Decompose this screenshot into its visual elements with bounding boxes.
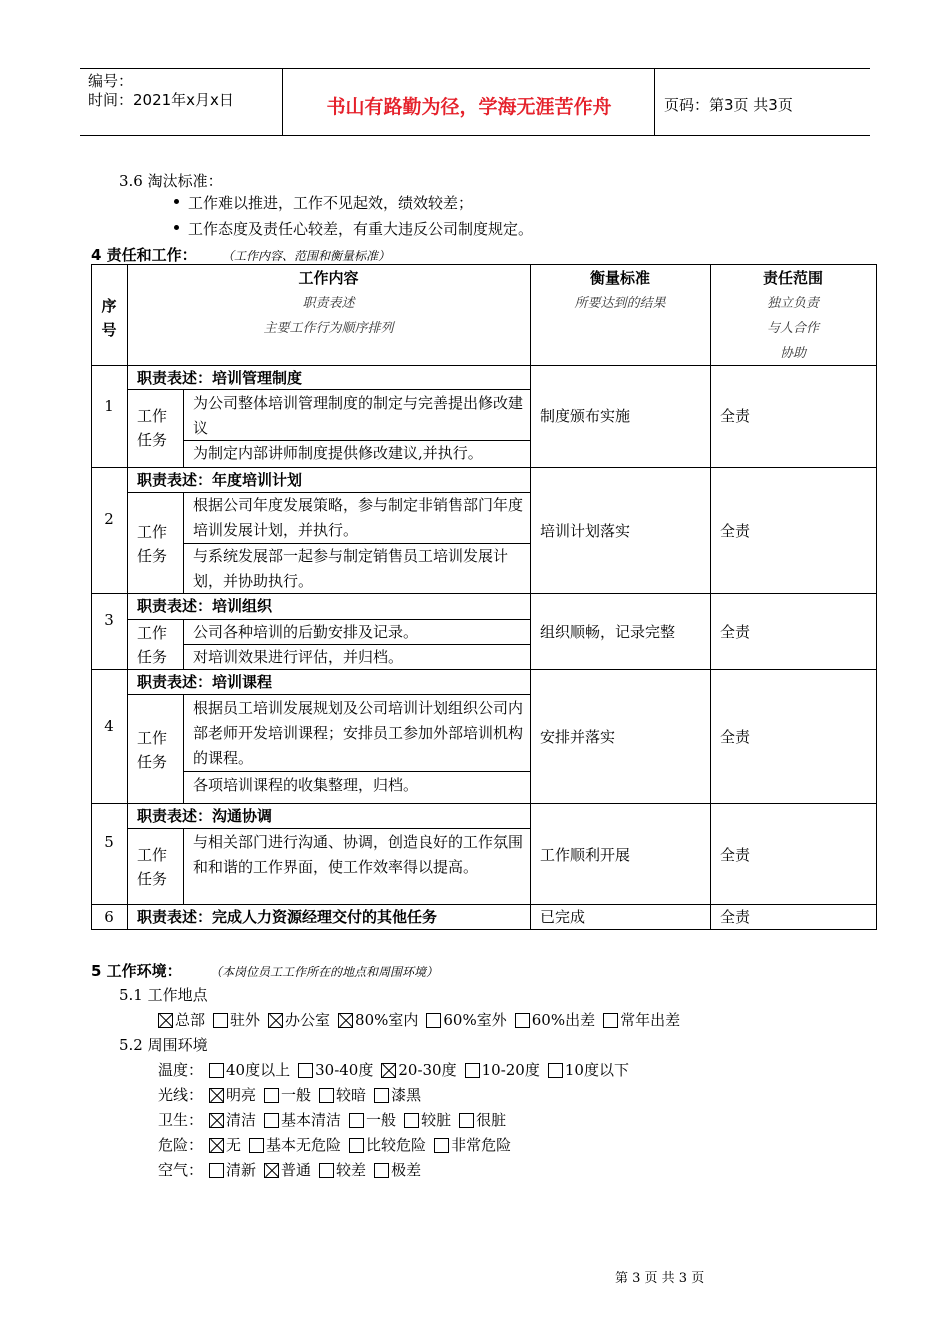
checkbox-label: 较差 [336, 1161, 367, 1179]
checkbox-label: 驻外 [230, 1011, 261, 1029]
checkbox-label: 基本无危险 [266, 1136, 342, 1154]
scope-value: 全责 [720, 522, 751, 540]
task-text: 根据公司年度发展策略，参与制定非销售部门年度培训发展计划，并执行。 [193, 496, 524, 539]
bullet-icon [174, 199, 179, 204]
header-time: 时间：2021年x月x日 [88, 91, 234, 109]
header-bottom-rule [80, 135, 870, 136]
bullet-icon [174, 225, 179, 230]
col-scope-header: 责任范围 独立负责 与人合作 协助 [762, 269, 823, 361]
checkbox-label: 10-20度 [481, 1061, 540, 1079]
scope-value: 全责 [720, 908, 751, 926]
checkbox[interactable] [319, 1163, 334, 1178]
header-top-rule [80, 68, 870, 69]
bullet-text: 工作难以推进，工作不见起效，绩效较差； [188, 194, 474, 212]
checked-checkbox[interactable] [158, 1013, 173, 1028]
section-4-heading: 4 责任和工作： [91, 246, 197, 264]
task-text: 与相关部门进行沟通、协调，创造良好的工作氛围和和谐的工作界面，使工作效率得以提高。 [193, 833, 524, 876]
checkbox[interactable] [603, 1013, 618, 1028]
task-text: 对培训效果进行评估，并归档。 [193, 648, 404, 666]
task-text: 为公司整体培训管理制度的制定与完善提出修改建议 [193, 394, 524, 437]
checkbox-label: 20-30度 [398, 1061, 457, 1079]
checkbox[interactable] [264, 1088, 279, 1103]
row-number: 5 [104, 833, 114, 851]
environment-label: 危险： [158, 1136, 204, 1154]
checkbox[interactable] [426, 1013, 441, 1028]
measure-value: 制度颁布实施 [540, 407, 631, 425]
environment-label: 光线： [158, 1086, 204, 1104]
duty-title: 职责表述：完成人力资源经理交付的其他任务 [137, 908, 438, 926]
checkbox[interactable] [434, 1138, 449, 1153]
environment-row [158, 1134, 513, 1155]
section-4-note: （工作内容、范围和衡量标准） [222, 249, 391, 263]
measure-value: 组织顺畅，记录完整 [540, 623, 676, 641]
checkbox[interactable] [349, 1113, 364, 1128]
checkbox-label: 普通 [281, 1161, 312, 1179]
section-5-note: （本岗位员工工作所在的地点和周围环境） [210, 965, 439, 979]
row-number: 6 [104, 908, 114, 926]
section-5-1-heading: 5.1 工作地点 [119, 986, 208, 1004]
scope-value: 全责 [720, 846, 751, 864]
header-page-info: 页码：第3页 共3页 [664, 96, 793, 114]
header-meta [88, 72, 234, 110]
measure-value: 工作顺利开展 [540, 846, 631, 864]
col-no-header: 序 号 [101, 297, 117, 339]
checked-checkbox[interactable] [338, 1013, 353, 1028]
task-text: 与系统发展部一起参与制定销售员工培训发展计划，并协助执行。 [193, 547, 509, 590]
scope-value: 全责 [720, 728, 751, 746]
checkbox-label: 一般 [281, 1086, 312, 1104]
header-motto: 书山有路勤为径，学海无涯苦作舟 [326, 96, 612, 118]
task-text: 为制定内部讲师制度提供修改建议,并执行。 [193, 444, 483, 462]
checkbox-label: 比较危险 [366, 1136, 427, 1154]
environment-label: 温度： [158, 1061, 204, 1079]
task-label: 工作 任务 [137, 846, 168, 888]
checkbox-label: 非常危险 [451, 1136, 512, 1154]
duty-table [91, 264, 877, 930]
header-divider [282, 68, 283, 135]
duty-title: 职责表述：培训组织 [137, 597, 273, 615]
checkbox-label: 漆黑 [391, 1086, 422, 1104]
header-divider [654, 68, 655, 135]
checkbox-label: 明亮 [226, 1086, 257, 1104]
checkbox-label: 较脏 [421, 1111, 452, 1129]
checkbox-label: 基本清洁 [281, 1111, 342, 1129]
checkbox[interactable] [465, 1063, 480, 1078]
environment-row [158, 1159, 423, 1180]
checkbox-label: 40度以上 [226, 1061, 291, 1079]
checkbox-label: 无 [226, 1136, 242, 1154]
duty-title: 职责表述：培训课程 [137, 673, 273, 691]
col-measure-header: 衡量标准 所要达到的结果 [574, 269, 666, 311]
task-label: 工作 任务 [137, 523, 168, 565]
checkbox-label: 较暗 [336, 1086, 367, 1104]
checkbox-label: 极差 [391, 1161, 422, 1179]
duty-title: 职责表述：年度培训计划 [137, 471, 303, 489]
checkbox[interactable] [515, 1013, 530, 1028]
checkbox-label: 60%出差 [531, 1011, 596, 1029]
checkbox-label: 清洁 [226, 1111, 257, 1129]
checkbox[interactable] [548, 1063, 563, 1078]
checked-checkbox[interactable] [209, 1138, 224, 1153]
checked-checkbox[interactable] [209, 1088, 224, 1103]
checked-checkbox[interactable] [381, 1063, 396, 1078]
duty-title: 职责表述：沟通协调 [137, 807, 273, 825]
checkbox-label: 60%室外 [443, 1011, 507, 1029]
section-5-2-heading: 5.2 周围环境 [119, 1036, 208, 1054]
checkbox[interactable] [249, 1138, 264, 1153]
checkbox-label: 10度以下 [564, 1061, 629, 1079]
checked-checkbox[interactable] [209, 1113, 224, 1128]
checkbox[interactable] [349, 1138, 364, 1153]
checkbox[interactable] [264, 1113, 279, 1128]
checkbox-label: 办公室 [285, 1011, 331, 1029]
col-content-header: 工作内容 职责表述 主要工作行为顺序排列 [263, 269, 394, 336]
checkbox-label: 总部 [175, 1011, 206, 1029]
location-options [152, 1009, 682, 1030]
row-number: 1 [104, 397, 114, 415]
environment-row [158, 1109, 508, 1130]
checkbox[interactable] [459, 1113, 474, 1128]
footer-page: 第 3 页 共 3 页 [615, 1271, 705, 1286]
checkbox-label: 一般 [366, 1111, 397, 1129]
duty-title: 职责表述：培训管理制度 [137, 369, 303, 387]
checkbox-label: 很脏 [476, 1111, 507, 1129]
row-number: 2 [104, 510, 114, 528]
header-number: 编号： [88, 72, 134, 90]
measure-value: 已完成 [540, 908, 586, 926]
task-text: 各项培训课程的收集整理，归档。 [193, 776, 419, 794]
environment-label: 空气： [158, 1161, 204, 1179]
section-3-6-heading: 3.6 淘汰标准： [119, 172, 223, 190]
checkbox-label: 30-40度 [315, 1061, 374, 1079]
checkbox[interactable] [209, 1163, 224, 1178]
checkbox[interactable] [374, 1088, 389, 1103]
section-5-heading: 5 工作环境： [91, 962, 182, 980]
row-number: 4 [104, 717, 114, 735]
scope-value: 全责 [720, 407, 751, 425]
measure-value: 安排并落实 [540, 728, 616, 746]
checkbox-label: 常年出差 [620, 1011, 681, 1029]
checkbox[interactable] [374, 1163, 389, 1178]
task-label: 工作 任务 [137, 407, 168, 449]
task-text: 根据员工培训发展规划及公司培训计划组织公司内部老师开发培训课程；安排员工参加外部培训机构的课程。 [193, 699, 524, 767]
checkbox-label: 80%室内 [355, 1011, 419, 1029]
checkbox[interactable] [213, 1013, 228, 1028]
checkbox[interactable] [404, 1113, 419, 1128]
checkbox-label: 清新 [226, 1161, 257, 1179]
checked-checkbox[interactable] [268, 1013, 283, 1028]
environment-row [158, 1084, 423, 1105]
checkbox[interactable] [319, 1088, 334, 1103]
checkbox[interactable] [298, 1063, 313, 1078]
bullet-text: 工作态度及责任心较差，有重大违反公司制度规定。 [188, 220, 534, 238]
task-label: 工作 任务 [137, 729, 168, 771]
measure-value: 培训计划落实 [540, 522, 631, 540]
row-number: 3 [104, 611, 114, 629]
environment-row [158, 1059, 631, 1080]
checkbox[interactable] [209, 1063, 224, 1078]
task-label: 工作 任务 [137, 624, 168, 666]
task-text: 公司各种培训的后勤安排及记录。 [193, 623, 419, 641]
checked-checkbox[interactable] [264, 1163, 279, 1178]
environment-label: 卫生： [158, 1111, 204, 1129]
scope-value: 全责 [720, 623, 751, 641]
